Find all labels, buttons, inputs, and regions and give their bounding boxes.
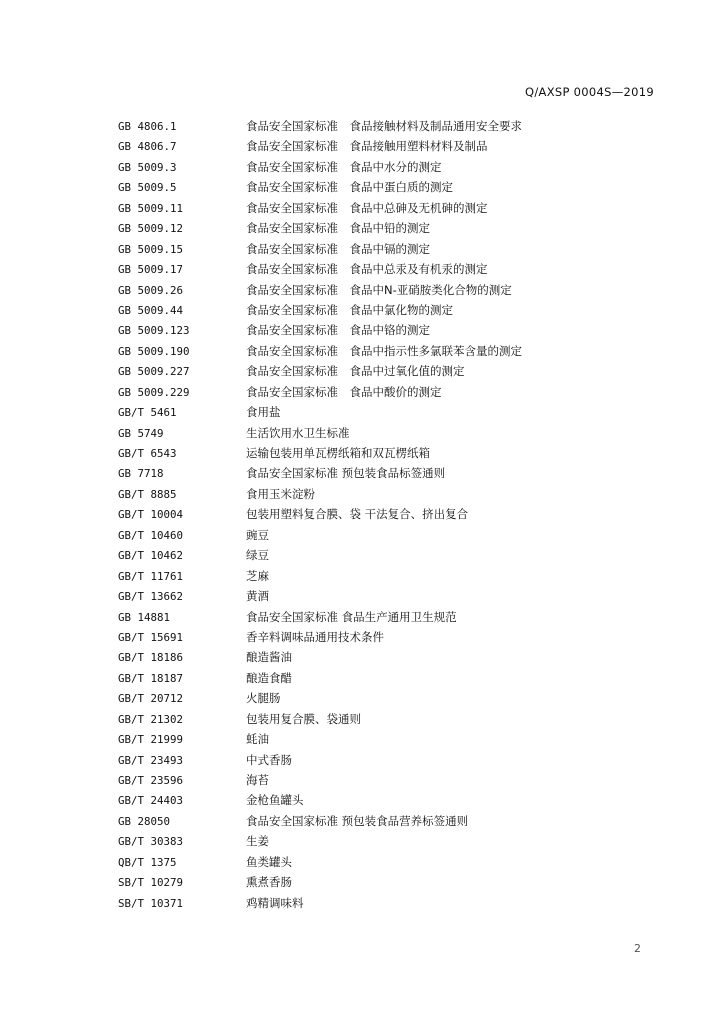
standard-reference-row bbox=[0, 240, 724, 260]
standard-code: GB/T 18187 bbox=[118, 671, 184, 685]
standard-reference-row bbox=[0, 689, 724, 709]
standard-code: GB/T 10004 bbox=[118, 508, 184, 522]
standard-title: 包装用塑料复合膜、袋 干法复合、挤出复合 bbox=[246, 507, 469, 522]
standard-title: 包装用复合膜、袋通则 bbox=[246, 711, 361, 726]
standard-title: 食品安全国家标准 食品中N-亚硝胺类化合物的测定 bbox=[246, 282, 512, 297]
standard-reference-row bbox=[0, 628, 724, 648]
standard-title: 熏煮香肠 bbox=[246, 875, 292, 890]
standard-title: 酿造酱油 bbox=[246, 650, 292, 665]
standard-reference-row bbox=[0, 587, 724, 607]
standard-reference-row bbox=[0, 546, 724, 566]
standard-reference-row bbox=[0, 137, 724, 157]
standard-code: GB/T 11761 bbox=[118, 569, 184, 583]
standard-reference-row bbox=[0, 362, 724, 382]
standard-reference-row bbox=[0, 260, 724, 280]
standard-code: GB 5009.229 bbox=[118, 385, 190, 399]
standard-title: 食品安全国家标准 食品中指示性多氯联苯含量的测定 bbox=[246, 343, 522, 358]
standard-title: 黄酒 bbox=[246, 589, 269, 604]
document-code-header: Q/AXSP 0004S—2019 bbox=[525, 85, 654, 99]
standard-title: 香辛料调味品通用技术条件 bbox=[246, 629, 384, 644]
standard-title: 食品安全国家标准 食品中酸价的测定 bbox=[246, 384, 442, 399]
standard-title: 鸡精调味料 bbox=[246, 895, 304, 910]
standard-title: 鱼类罐头 bbox=[246, 854, 292, 869]
standard-title: 绿豆 bbox=[246, 548, 269, 563]
standard-reference-row bbox=[0, 464, 724, 484]
standard-code: GB/T 23596 bbox=[118, 774, 184, 787]
standard-title: 食品安全国家标准 食品中总砷及无机砷的测定 bbox=[246, 200, 488, 215]
standard-title: 豌豆 bbox=[246, 527, 269, 542]
standard-title: 海苔 bbox=[246, 773, 269, 787]
standard-reference-row bbox=[0, 873, 724, 893]
standard-code: SB/T 10279 bbox=[118, 876, 184, 890]
standard-title: 食品安全国家标准 食品中氯化物的测定 bbox=[246, 302, 453, 317]
standard-reference-row bbox=[0, 403, 724, 423]
standard-reference-row bbox=[0, 832, 724, 852]
standard-code: GB/T 30383 bbox=[118, 835, 184, 849]
standard-title: 食品安全国家标准 食品接触材料及制品通用安全要求 bbox=[246, 119, 522, 133]
standard-reference-row bbox=[0, 751, 724, 771]
standard-title: 中式香肠 bbox=[246, 752, 292, 767]
standard-code: GB 4806.1 bbox=[118, 120, 177, 133]
standard-code: GB 5009.17 bbox=[118, 263, 184, 277]
standard-reference-row bbox=[0, 771, 724, 791]
standard-reference-row bbox=[0, 894, 724, 914]
standard-title: 酿造食醋 bbox=[246, 670, 292, 685]
standard-reference-row bbox=[0, 424, 724, 444]
standard-title: 食品安全国家标准 预包装食品营养标签通则 bbox=[246, 813, 469, 828]
standard-code: GB 5009.44 bbox=[118, 303, 184, 317]
standard-code: GB 5009.26 bbox=[118, 283, 184, 297]
standard-code: QB/T 1375 bbox=[118, 855, 177, 869]
standard-code: GB/T 6543 bbox=[118, 447, 177, 460]
standard-reference-row bbox=[0, 199, 724, 219]
standard-code: GB/T 13662 bbox=[118, 590, 184, 604]
standard-code: GB 28050 bbox=[118, 814, 171, 828]
standard-title: 食品安全国家标准 食品中过氧化值的测定 bbox=[246, 364, 465, 379]
standard-code: GB/T 8885 bbox=[118, 487, 177, 501]
standard-title: 芝麻 bbox=[246, 568, 269, 583]
standard-title: 蚝油 bbox=[246, 732, 269, 747]
standard-reference-row bbox=[0, 301, 724, 321]
standard-title: 食品安全国家标准 食品中铅的测定 bbox=[246, 221, 430, 236]
standard-title: 金枪鱼罐头 bbox=[246, 793, 304, 808]
standard-code: GB/T 21999 bbox=[118, 733, 184, 747]
standard-title: 食用盐 bbox=[246, 405, 281, 420]
standard-reference-row bbox=[0, 730, 724, 750]
standard-reference-row bbox=[0, 383, 724, 403]
standard-title: 食品安全国家标准 食品中铬的测定 bbox=[246, 323, 430, 338]
standard-title: 生活饮用水卫生标准 bbox=[246, 425, 350, 440]
standard-reference-row bbox=[0, 608, 724, 628]
standard-reference-row bbox=[0, 485, 724, 505]
standard-reference-row bbox=[0, 505, 724, 525]
standard-title: 食品安全国家标准 食品中镉的测定 bbox=[246, 241, 430, 256]
standard-reference-row bbox=[0, 321, 724, 341]
standard-code: GB/T 21302 bbox=[118, 712, 184, 726]
standard-title: 食品安全国家标准 食品生产通用卫生规范 bbox=[246, 609, 457, 624]
standard-title: 生姜 bbox=[246, 834, 269, 849]
standard-reference-row bbox=[0, 281, 724, 301]
standard-title: 食用玉米淀粉 bbox=[246, 486, 315, 501]
standard-code: GB/T 23493 bbox=[118, 753, 184, 767]
standard-code: GB/T 5461 bbox=[118, 406, 177, 420]
standard-code: GB/T 24403 bbox=[118, 794, 184, 808]
standard-code: GB 7718 bbox=[118, 467, 164, 481]
standard-code: GB 5009.11 bbox=[118, 201, 184, 215]
standard-title: 食品安全国家标准 食品接触用塑料材料及制品 bbox=[246, 139, 488, 154]
standard-reference-row bbox=[0, 219, 724, 239]
standard-reference-row bbox=[0, 526, 724, 546]
standard-code: GB/T 20712 bbox=[118, 692, 184, 706]
standard-code: GB 5749 bbox=[118, 426, 164, 440]
standard-code: GB/T 10462 bbox=[118, 549, 184, 563]
standard-title: 食品安全国家标准 食品中水分的测定 bbox=[246, 159, 442, 174]
standard-reference-row bbox=[0, 648, 724, 668]
standard-code: GB 14881 bbox=[118, 610, 171, 624]
standard-code: GB 5009.5 bbox=[118, 181, 177, 195]
standard-title: 食品安全国家标准 预包装食品标签通则 bbox=[246, 466, 446, 481]
normative-references-list bbox=[0, 117, 724, 914]
standard-code: GB 5009.12 bbox=[118, 222, 184, 236]
standard-code: SB/T 10371 bbox=[118, 896, 184, 910]
standard-reference-row bbox=[0, 117, 724, 137]
standard-code: GB 5009.190 bbox=[118, 344, 190, 358]
standard-code: GB/T 15691 bbox=[118, 630, 184, 644]
standard-reference-row bbox=[0, 791, 724, 811]
standard-code: GB 5009.15 bbox=[118, 242, 184, 256]
standard-reference-row bbox=[0, 853, 724, 873]
standard-title: 食品安全国家标准 食品中蛋白质的测定 bbox=[246, 180, 453, 195]
standard-reference-row bbox=[0, 342, 724, 362]
standard-reference-row bbox=[0, 178, 724, 198]
standard-title: 食品安全国家标准 食品中总汞及有机汞的测定 bbox=[246, 262, 488, 277]
standard-reference-row bbox=[0, 812, 724, 832]
standard-reference-row bbox=[0, 444, 724, 464]
standard-code: GB/T 10460 bbox=[118, 528, 184, 542]
standard-code: GB 4806.7 bbox=[118, 140, 177, 154]
standard-reference-row bbox=[0, 158, 724, 178]
standard-code: GB 5009.3 bbox=[118, 160, 177, 174]
standard-code: GB/T 18186 bbox=[118, 651, 184, 665]
standard-reference-row bbox=[0, 567, 724, 587]
standard-reference-row bbox=[0, 669, 724, 689]
standard-code: GB 5009.227 bbox=[118, 365, 190, 379]
standard-title: 运输包装用单瓦楞纸箱和双瓦楞纸箱 bbox=[246, 446, 430, 460]
standard-code: GB 5009.123 bbox=[118, 324, 190, 338]
standard-reference-row bbox=[0, 710, 724, 730]
standard-title: 火腿肠 bbox=[246, 691, 281, 706]
page-number: 2 bbox=[634, 942, 641, 955]
